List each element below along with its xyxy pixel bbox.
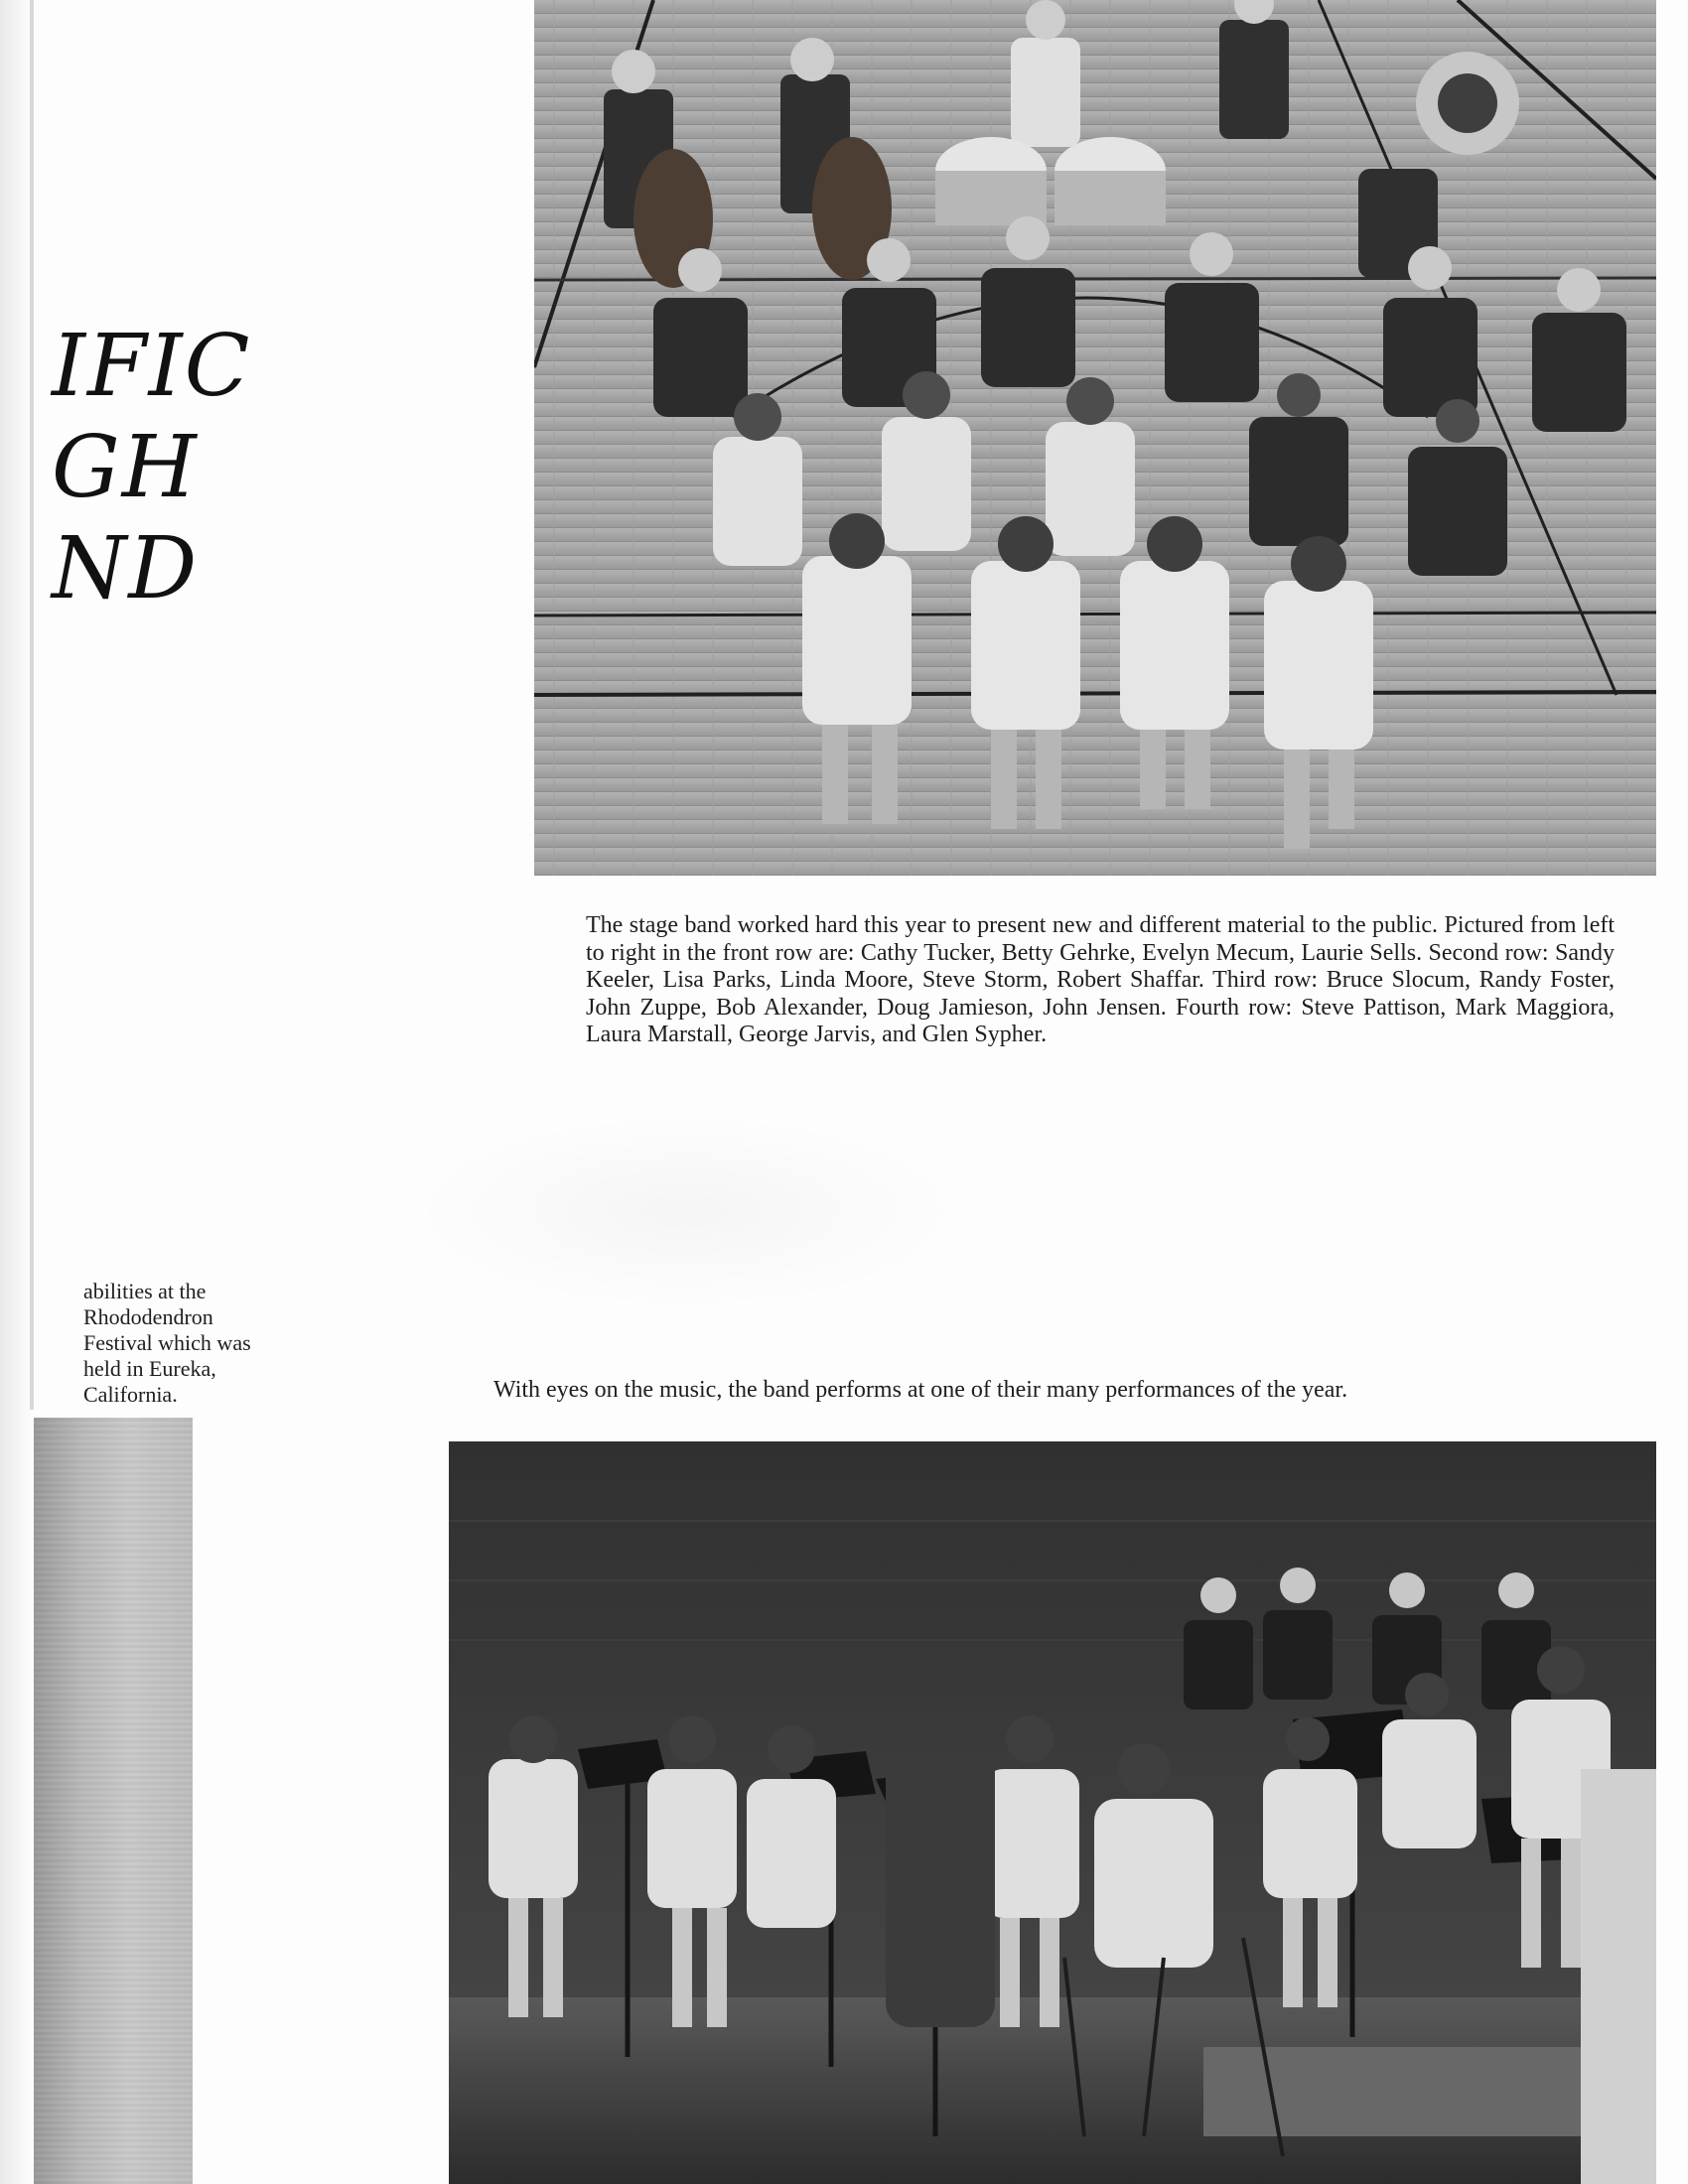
left-text-line-3: Festival which was [83, 1330, 251, 1355]
left-text-line-2: Rhododendron [83, 1304, 213, 1329]
page-title-fragment [52, 316, 251, 619]
stage-band-caption: The stage band worked hard this year to present new and different material to the public. Pictured from left to right in the front row are: Cathy Tucker, Betty Gehrke, Evelyn Mecum, Laurie Sells. Second row: Sandy Keeler, Lisa Parks, Linda Moore, Steve Storm, Robert Shaffar. Third row: Bruce Slocum, Randy Foster, John Zuppe, Bob Alexander, Doug Jamieson, John Jensen. Fourth row: Steve Pattison, Mark Maggiora, Laura Marstall, George Jarvis, and Glen Sypher. [586, 912, 1615, 1047]
left-text-line-1: abilities at the [83, 1279, 207, 1303]
page-gutter [0, 0, 34, 2184]
concert-band-photo-image [449, 1441, 1656, 2184]
left-text-line-4: held in Eureka, [83, 1356, 216, 1381]
stage-band-photo [534, 0, 1656, 876]
stage-band-photo-image [534, 0, 1656, 876]
left-column-text [83, 1279, 322, 1408]
title-line-3: ND [52, 519, 200, 618]
concert-band-caption: With eyes on the music, the band performs at one of their many performances of the year. [493, 1377, 1348, 1403]
title-line-2: GH [52, 418, 199, 517]
binding-shadow [30, 0, 34, 1410]
title-line-1: IFIC [52, 317, 252, 416]
side-photo-fragment [34, 1418, 193, 2184]
left-text-line-5: California. [83, 1382, 178, 1407]
concert-band-photo [449, 1441, 1656, 2184]
show-through-smudge [407, 1112, 963, 1310]
